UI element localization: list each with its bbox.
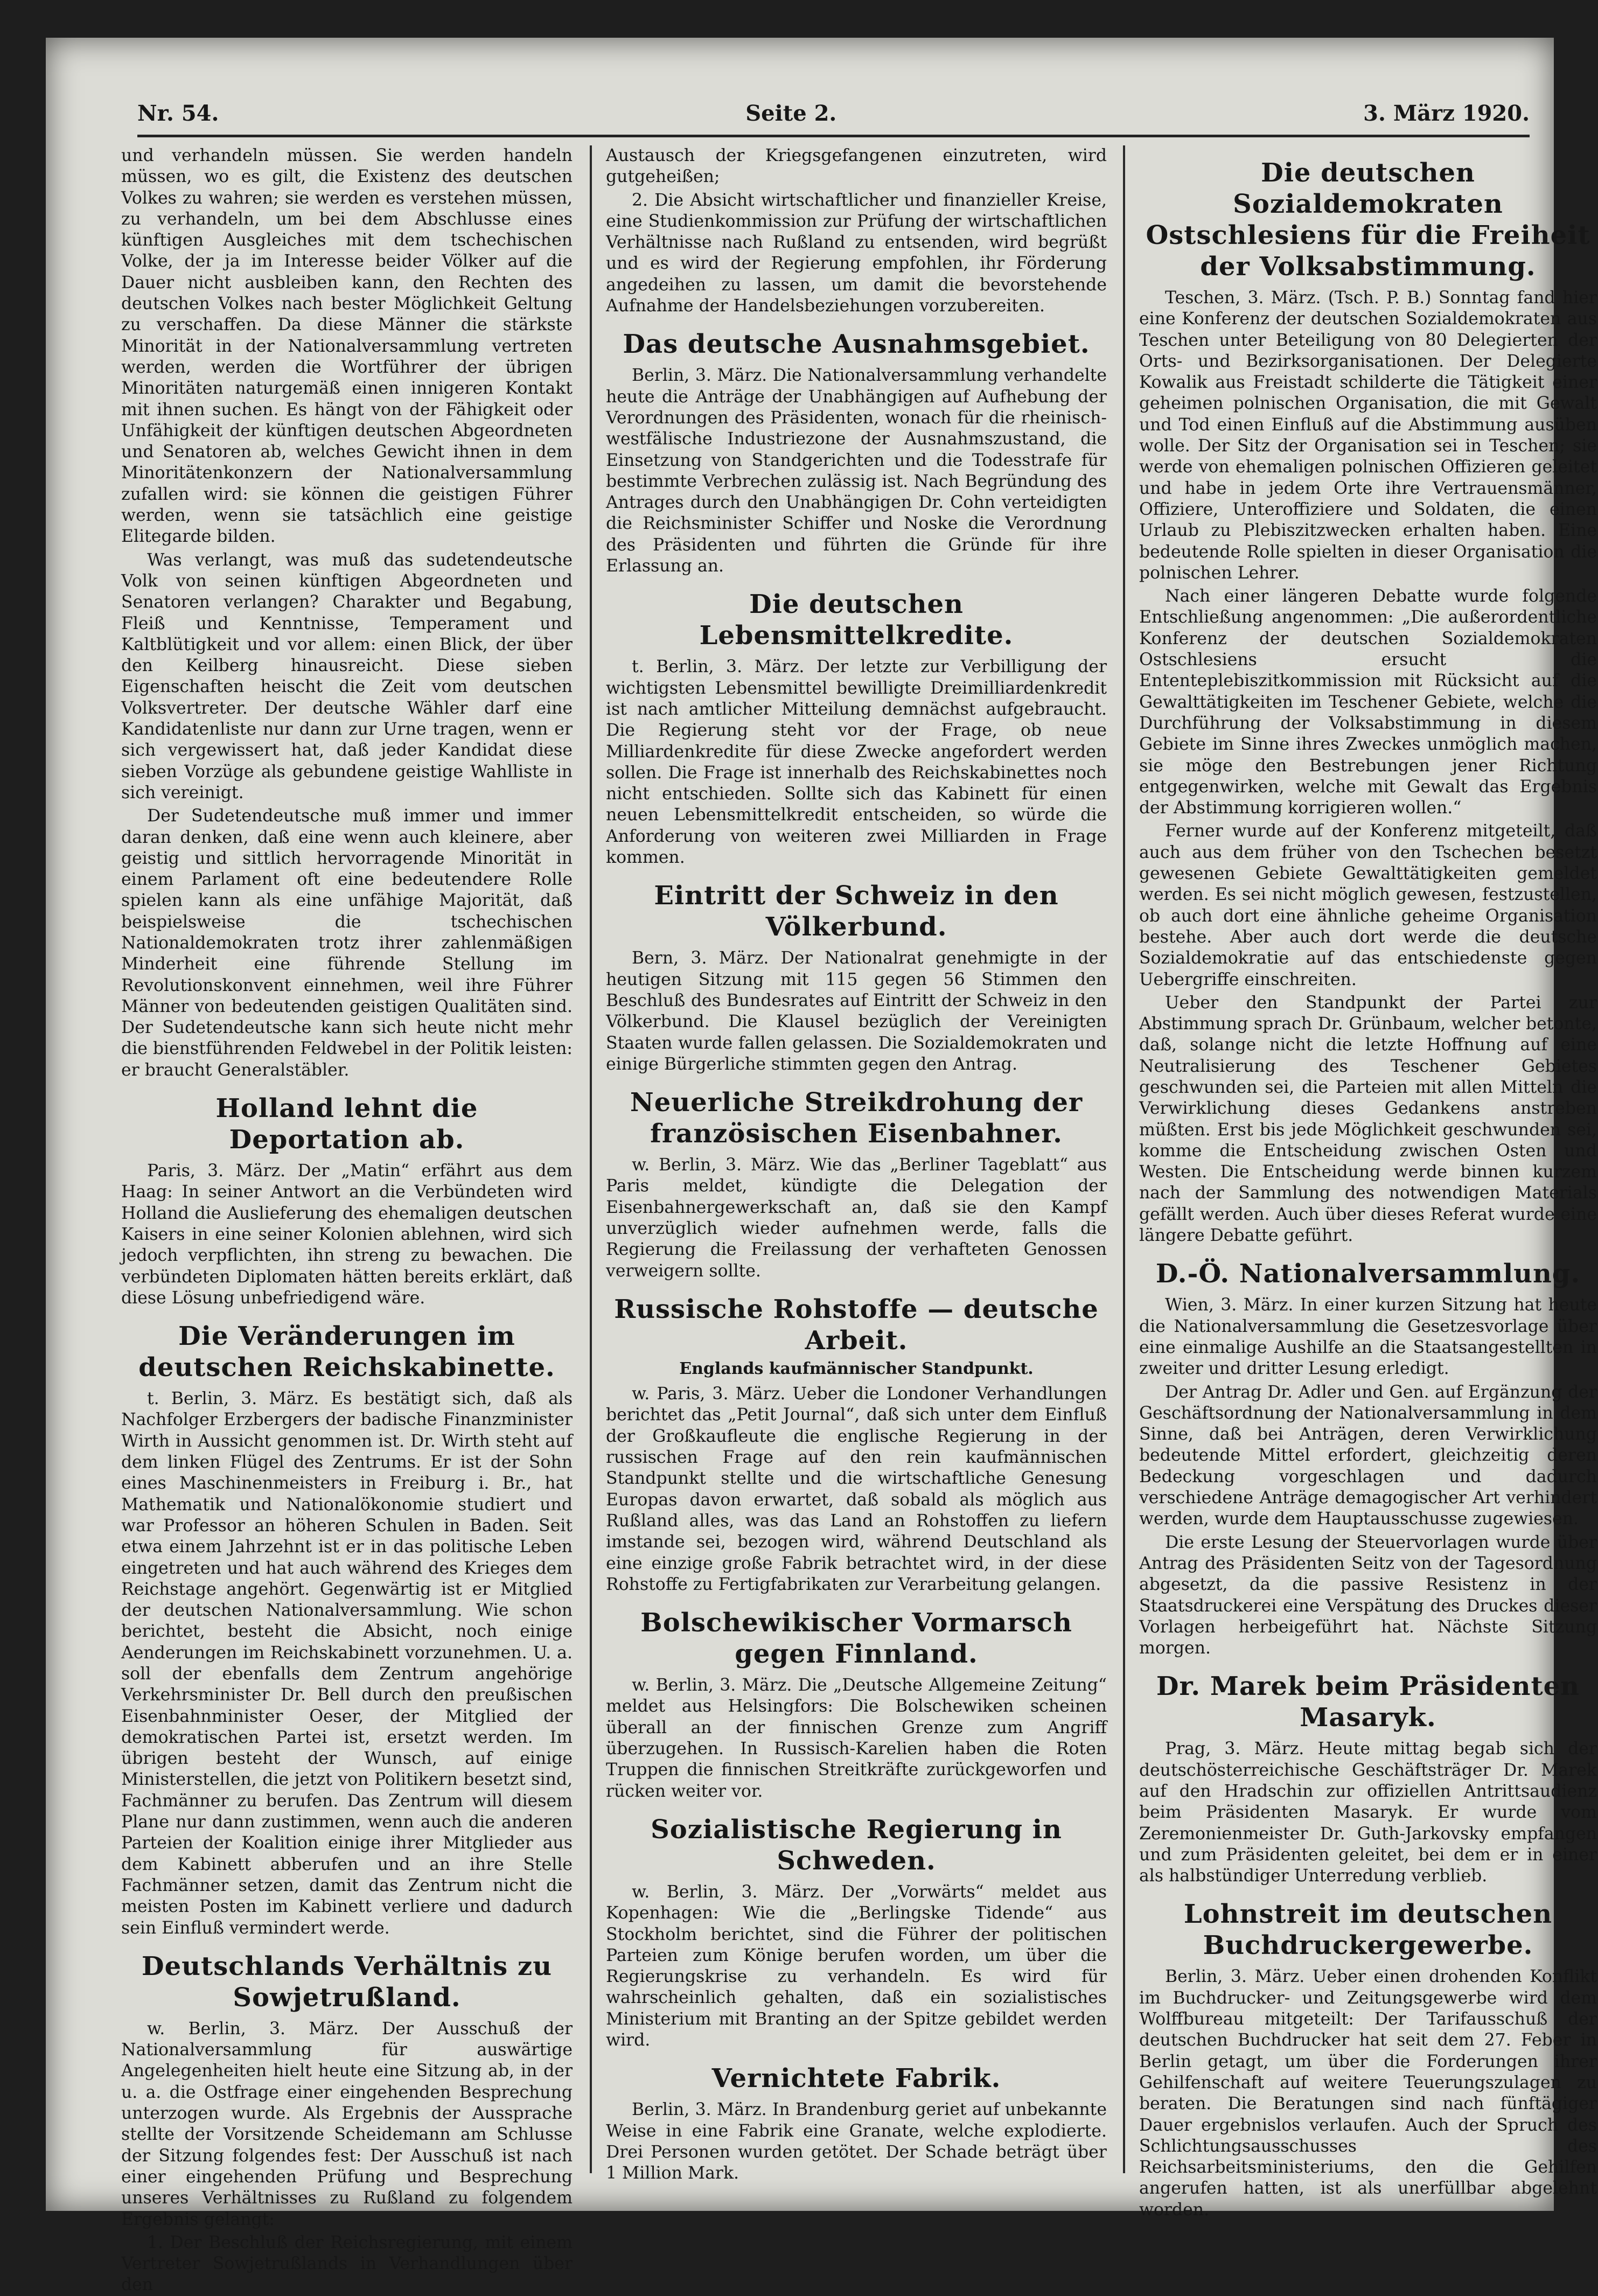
- issue-number: Nr. 54.: [137, 100, 219, 126]
- headline: Die deutschen Sozialdemokraten Ostschlesiens für die Freiheit der Volksabstimmung.: [1146, 158, 1590, 282]
- article-text: Prag, 3. März. Heute mittag begab sich der deutschösterreichische Geschäftsträger Dr. Marek auf den Hradschin zur offiziellen Antrittsaudienz beim Präsidenten Masaryk. Er wurde vom Zeremonienmeister Dr. Guth-Jarkovsky empfangen und zum Präsidenten geleitet, bei dem er in einer als halbstündiger Unterredung verblieb.: [1139, 1739, 1597, 1886]
- headline: Eintritt der Schweiz in den Völkerbund.: [654, 881, 1059, 943]
- article-text: Austausch der Kriegsgefangenen einzutreten, wird gutgeheißen;: [606, 146, 1107, 187]
- article-text: Bern, 3. März. Der Nationalrat genehmigte in der heutigen Sitzung mit 115 gegen 56 Stimmen den Beschluß des Bundesrates auf Eintritt der Schweiz in den Völkerbund. Die Klausel bezüglich der Vereinigten Staaten wurde fallen gelassen. Die Sozialdemokraten und einige Bürgerliche stimmten gegen den Antrag.: [606, 948, 1107, 1074]
- column-3: [1139, 145, 1597, 2220]
- headline: Die Veränderungen im deutschen Reichskabinette.: [138, 1321, 555, 1383]
- headline: Sozialistische Regierung in Schweden.: [651, 1814, 1062, 1876]
- article-text: Berlin, 3. März. Ueber einen drohenden Konflikt im Buchdrucker- und Zeitungsgewerbe wird dem Wolffbureau mitgeteilt: Der Tarifausschuß der deutschen Buchdrucker hat seit dem 27. Feber in Berlin getagt, um über die Forderungen ihrer Gehilfenschaft auf weitere Teuerungszulagen zu beraten. Die Beratungen sind nach fünftägiger Dauer ergebnislos verlaufen. Auch der Spruch des Schlichtungsausschusses des Reichsarbeitsministeriums, den die Gehilfen angerufen hatten, ist als unerfüllbar abgelehnt worden.: [1139, 1967, 1597, 2220]
- article-text: Ferner wurde auf der Konferenz mitgeteilt, daß auch aus dem früher von den Tschechen besetzt gewesenen Gebiete Gewalttätigkeiten gemeldet werden. Es sei nicht möglich gewesen, festzustellen, ob auch dort eine ähnliche geheime Organisation bestehe. Aber auch dort werde die deutsche Sozialdemokratie auf das entschiedenste gegen Uebergriffe einschreiten.: [1139, 821, 1597, 989]
- article-text: Nach einer längeren Debatte wurde folgende Entschließung angenommen: „Die außerordentliche Konferenz der deutschen Sozialdemokraten Ostschlesiens ersucht die Ententeplebiszitkommission mit Rücksicht auf die Gewalttätigkeiten im Teschener Gebiete, welche die Durchführung der Volksabstimmung in diesem Gebiete im Sinne ihres Zweckes unmöglich machen, sie möge den Bestrebungen jener Richtung entgegenwirken, welche mit Gewalt das Ergebnis der Abstimmung korrigieren wollen.“: [1139, 587, 1597, 818]
- page-number: Seite 2.: [745, 100, 837, 126]
- headline: Deutschlands Verhältnis zu Sowjetrußland.: [141, 1951, 552, 2013]
- headline: Dr. Marek beim Präsidenten Masaryk.: [1156, 1671, 1580, 1733]
- article-text: w. Berlin, 3. März. Wie das „Berliner Tageblatt“ aus Paris meldet, kündigte die Delegation der Eisenbahnergewerkschaft an, daß sie den Kampf unverzüglich wieder aufnehmen werde, falls die Regierung die Freilassung der verhafteten Genossen verweigern sollte.: [606, 1155, 1107, 1281]
- subheadline: Englands kaufmännischer Standpunkt.: [679, 1359, 1034, 1378]
- article-text: w. Berlin, 3. März. Die „Deutsche Allgemeine Zeitung“ meldet aus Helsingfors: Die Bolschewiken scheinen überall an der finnischen Grenze zum Angriff überzugehen. In Russisch-Karelien haben die Roten Truppen die finnischen Streitkräfte zurückgeworfen und rücken weiter vor.: [606, 1676, 1107, 1801]
- headline: Die deutschen Lebensmittelkredite.: [699, 589, 1014, 651]
- headline: Neuerliche Streikdrohung der französischen Eisenbahner.: [630, 1087, 1083, 1149]
- headline: Das deutsche Ausnahmsgebiet.: [623, 329, 1090, 360]
- column-2: [606, 145, 1107, 2183]
- headline: Lohnstreit im deutschen Buchdruckergewerbe.: [1183, 1899, 1553, 1961]
- article-text: Der Sudetendeutsche muß immer und immer daran denken, daß eine wenn auch kleinere, aber geistig und sittlich hervorragende Minorität in einem Parlament oft eine bedeutendere Rolle spielen kann als eine unfähige Majorität, daß beispielsweise die tschechischen Nationaldemokraten trotz ihrer zahlenmäßigen Minderheit eine führende Stellung im Revolutionskonvent einnehmen, weil ihre Führer Männer von bedeutenden geistigen Qualitäten sind. Der Sudetendeutsche kann sich heute nicht mehr die bienstführenden Feldwebel in der Politik leisten: er braucht Generalstäbler.: [121, 806, 573, 1080]
- article-text: 2. Die Absicht wirtschaftlicher und finanzieller Kreise, eine Studienkommission zur Prüfung der wirtschaftlichen Verhältnisse nach Rußland zu entsenden, wird begrüßt und es wird der Regierung empfohlen, ihr Förderung angedeihen zu lassen, um damit die bevorstehende Aufnahme der Handelsbeziehungen vorzubereiten.: [606, 190, 1107, 316]
- article-text: w. Berlin, 3. März. Der Ausschuß der Nationalversammlung für auswärtige Angelegenheiten hielt heute eine Sitzung ab, in der u. a. die Ostfrage einer eingehenden Besprechung unterzogen wurde. Als Ergebnis der Aussprache stellte der Vorsitzende Scheidemann am Schlusse der Sitzung folgendes fest: Der Ausschuß ist nach einer eingehenden Prüfung und Besprechung unseres Verhältnisses zu Rußland zu folgendem Ergebnis gelangt:: [121, 2019, 573, 2229]
- article-text: Berlin, 3. März. In Brandenburg geriet auf unbekannte Weise in eine Fabrik eine Granate, welche explodierte. Drei Personen wurden getötet. Der Schade beträgt über 1 Million Mark.: [606, 2100, 1107, 2183]
- headline: Vernichtete Fabrik.: [711, 2063, 1001, 2094]
- article-text: t. Berlin, 3. März. Es bestätigt sich, daß als Nachfolger Erzbergers der badische Finanzminister Wirth in Aussicht genommen ist. Dr. Wirth steht auf dem linken Flügel des Zentrums. Er ist der Sohn eines Maschinenmeisters in Freiburg i. Br., hat Mathematik und Nationalökonomie studiert und war Professor an höheren Schulen in Baden. Seit etwa einem Jahrzehnt ist er in das politische Leben eingetreten und hat auch während des Krieges dem Reichstage angehört. Gegenwärtig ist er Mitglied der deutschen Nationalversammlung. Wie schon berichtet, besteht die Absicht, noch einige Aenderungen im Reichskabinett vorzunehmen. U. a. soll der ebenfalls dem Zentrum angehörige Verkehrsminister Dr. Bell durch den preußischen Eisenbahnminister Oeser, der Mitglied der demokratischen Partei ist, ersetzt werden. Im übrigen besteht der Wunsch, auf einige Ministerstellen, die jetzt von Politikern besetzt sind, Fachmänner zu berufen. Das Zentrum will diesem Plane nur dann zustimmen, wenn auch die anderen Parteien der Koalition einige ihrer Mitglieder aus dem Kabinett abberufen und an ihre Stelle Fachmänner setzen, damit das Zentrum nicht die meisten Posten im Kabinett verliere und dadurch sein Einfluß vermindert werde.: [121, 1389, 573, 1938]
- article-text: t. Berlin, 3. März. Der letzte zur Verbilligung der wichtigsten Lebensmittel bewilligte Dreimilliardenkredit ist nach amtlicher Mitteilung demnächst aufgebraucht. Die Regierung steht vor der Frage, ob neue Milliardenkredite für diese Zwecke angefordert werden sollen. Die Frage ist innerhalb des Reichskabinettes noch nicht entschieden. Sollte sich das Kabinett für einen neuen Lebensmittelkredit entscheiden, so würde die Anforderung von weiteren zwei Milliarden in Frage kommen.: [606, 657, 1107, 868]
- article-text: Wien, 3. März. In einer kurzen Sitzung hat heute die Nationalversammlung die Gesetzesvorlage über eine einmalige Aushilfe an die Staatsangestellten in zweiter und dritter Lesung erledigt.: [1139, 1295, 1597, 1379]
- article-text: Die erste Lesung der Steuervorlagen wurde über Antrag des Präsidenten Seitz von der Tagesordnung abgesetzt, da die passive Resistenz in der Staatsdruckerei eine Verspätung des Druckes dieser Vorlagen herbeigeführt hat. Nächste Sitzung morgen.: [1139, 1532, 1597, 1658]
- column-rule: [1123, 145, 1125, 2173]
- article-text: Der Antrag Dr. Adler und Gen. auf Ergänzung der Geschäftsordnung der Nationalversammlung in dem Sinne, daß bei Anträgen, deren Verwirklichung bedeutende Mittel erfordert, gleichzeitig deren Bedeckung vorgeschlagen und dadurch verschiedene Anträge demagogischer Art verhindert werden, wurde dem Hauptausschusse zugewiesen.: [1139, 1382, 1597, 1529]
- headline: D.-Ö. Nationalversammlung.: [1155, 1259, 1581, 1289]
- issue-date: 3. März 1920.: [1363, 100, 1530, 126]
- article-text: 1. Der Beschluß der Reichsregierung, mit einem Vertreter Sowjetrußlands in Verhandlungen über den: [121, 2232, 573, 2295]
- page-header: [137, 92, 1530, 137]
- column-1: [121, 145, 573, 2295]
- headline: Russische Rohstoffe — deutsche Arbeit.: [614, 1294, 1099, 1356]
- article-text: w. Berlin, 3. März. Der „Vorwärts“ meldet aus Kopenhagen: Wie die „Berlingske Tidende“ aus Stockholm berichtet, sind die Führer der politischen Parteien zum Könige berufen worden, um über die Regierungskrise zu verhandeln. Es wird für wahrscheinlich gehalten, daß ein sozialistisches Ministerium mit Branting an der Spitze gebildet werden wird.: [606, 1882, 1107, 2050]
- article-text: und verhandeln müssen. Sie werden handeln müssen, wo es gilt, die Existenz des deutschen Volkes zu wahren; sie werden es verstehen müssen, zu verhandeln, um bei dem Abschlusse eines künftigen Ausgleiches mit dem tschechischen Volke, der ja im Interesse beider Völker auf die Dauer nicht ausbleiben kann, den Rechten des deutschen Volkes nach bester Möglichkeit Geltung zu verschaffen. Da diese Männer die stärkste Minorität in der Nationalversammlung vertreten werden, werden die Wortführer der übrigen Minoritäten naturgemäß einen innigeren Kontakt mit ihnen suchen. Es hängt von der Fähigkeit oder Unfähigkeit der künftigen deutschen Abgeordneten und Senatoren ab, welches Gewicht ihnen in dem Minoritätenkonzern der Nationalversammlung zufallen wird: sie können die geistigen Führer werden, wenn sie tatsächlich eine geistige Elitegarde bilden.: [121, 146, 573, 547]
- newspaper-page: [46, 38, 1597, 2295]
- article-text: w. Paris, 3. März. Ueber die Londoner Verhandlungen berichtet das „Petit Journal“, daß sich unter dem Einfluß der Großkaufleute die englische Regierung in der russischen Frage auf den rein kaufmännischen Standpunkt stellte und die wirtschaftliche Genesung Europas davon erwartet, daß sobald als möglich aus Rußland alles, was das Land an Rohstoffen zu liefern imstande sei, bezogen wird, während Deutschland als eine einzige große Fabrik betrachtet wird, in der diese Rohstoffe zu Fertigfabrikaten zur Verarbeitung gelangen.: [606, 1384, 1107, 1594]
- article-text: Teschen, 3. März. (Tsch. P. B.) Sonntag fand hier eine Konferenz der deutschen Sozialdemokraten aus Teschen unter Beteiligung von 80 Delegierten der Orts- und Bezirksorganisationen. Der Delegierte Kowalik aus Freistadt schilderte die Tätigkeit einer geheimen polnischen Organisation, die mit Gewalt und Tod einen Einfluß auf die Abstimmung ausüben wolle. Der Sitz der Organisation sei in Teschen; sie werde von ehemaligen polnischen Offizieren geleitet und habe in jedem Orte ihre Vertrauensmänner, Offiziere, Unteroffiziere und Soldaten, die einen Urlaub zu Plebiszitzwecken erhalten haben. Eine bedeutende Rolle spielten in dieser Organisation die polnischen Lehrer.: [1139, 288, 1597, 583]
- article-text: Paris, 3. März. Der „Matin“ erfährt aus dem Haag: In seiner Antwort an die Verbündeten wird Holland die Auslieferung des ehemaligen deutschen Kaisers in eine seiner Kolonien ablehnen, wird sich jedoch verpflichten, ihn streng zu bewachen. Die verbündeten Diplomaten hätten bereits erklärt, daß diese Lösung unbefriedigend wäre.: [121, 1161, 573, 1308]
- column-rule: [590, 145, 592, 2173]
- article-text: Ueber den Standpunkt der Partei zur Abstimmung sprach Dr. Grünbaum, welcher betonte, daß, solange nicht die letzte Hoffnung auf eine Neutralisierung des Teschener Gebietes geschwunden sei, die Parteien mit allen Mitteln die Verwirklichung dieses Gedankens anstreben müßten. Erst bis jede Möglichkeit geschwunden sei, komme die Entscheidung zwischen Osten und Westen. Die Entscheidung werde binnen kurzem nach der Sammlung des notwendigen Materials gefällt werden. Auch über dieses Referat wurde eine längere Debatte geführt.: [1139, 993, 1597, 1246]
- headline: Bolschewikischer Vormarsch gegen Finnland.: [640, 1608, 1072, 1670]
- headline: Holland lehnt die Deportation ab.: [215, 1093, 478, 1155]
- article-text: Was verlangt, was muß das sudetendeutsche Volk von seinen künftigen Abgeordneten und Senatoren verlangen? Charakter und Begabung, Fleiß und Kenntnisse, Temperament und Kaltblütigkeit und vor allem: einen Blick, der über den Keilberg hinausreicht. Diese sieben Eigenschaften heischt die Zeit vom deutschen Volksvertreter. Der deutsche Wähler darf eine Kandidatenliste nur dann zur Urne tragen, wenn er sich vergewissert hat, daß jeder Kandidat diese sieben Vorzüge als gebundene geistige Wahlliste in sich vereinigt.: [121, 550, 573, 802]
- article-text: Berlin, 3. März. Die Nationalversammlung verhandelte heute die Anträge der Unabhängigen auf Aufhebung der Verordnungen des Präsidenten, wonach für die rheinisch-westfälische Industriezone der Ausnahmszustand, die Einsetzung von Standgerichten und die Todesstrafe für bestimmte Verbrechen zulässig ist. Nach Begründung des Antrages durch den Unabhängigen Dr. Cohn verteidigten die Reichsminister Schiffer und Noske die Verordnung des Präsidenten und führten die Gründe für ihre Erlassung an.: [606, 366, 1107, 576]
